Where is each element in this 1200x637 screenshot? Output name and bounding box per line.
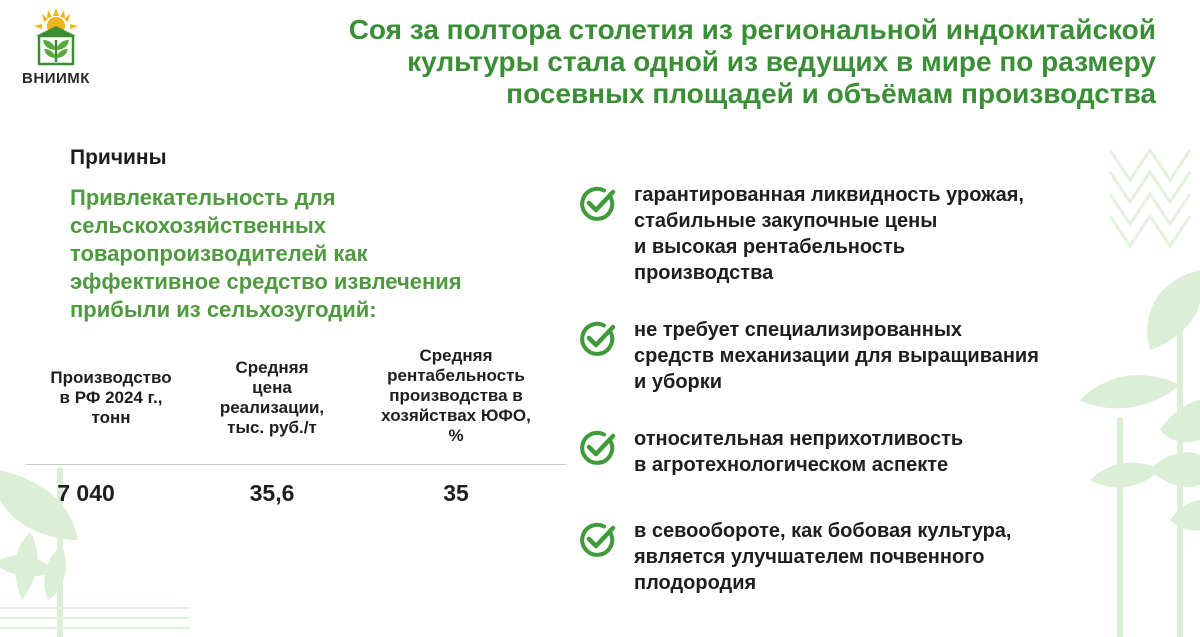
logo-text: ВНИИМК	[22, 70, 90, 87]
benefit-line: и уборки	[634, 371, 723, 393]
benefit-line: и высокая рентабельность	[634, 236, 905, 258]
attractiveness-line: товаропроизводителей как	[70, 241, 368, 266]
benefit-line: относительная неприхотливость	[634, 428, 964, 450]
header-line: Производство	[50, 368, 172, 387]
reasons-heading: Причины	[70, 146, 167, 169]
attractiveness-line: сельскохозяйственных	[70, 213, 327, 238]
benefit-line: плодородия	[634, 572, 757, 594]
benefit-line: средств механизации для выращивания	[634, 345, 1039, 367]
attractiveness-line: прибыли из сельхозугодий:	[70, 297, 377, 322]
benefit-line: производства	[634, 262, 774, 284]
header-line: в РФ 2024 г.,	[59, 388, 163, 407]
benefit-line: в агротехнологическом аспекте	[634, 454, 949, 476]
check-circle-icon	[578, 520, 618, 560]
benefit-text	[634, 182, 1194, 286]
attractiveness-statement	[70, 184, 570, 324]
benefit-line: не требует специализированных	[634, 319, 963, 341]
benefit-text	[634, 426, 1194, 478]
header-line: рентабельность	[387, 366, 525, 385]
check-circle-icon	[578, 428, 618, 468]
stats-value-profitability: 35	[443, 480, 469, 506]
benefit-line: гарантированная ликвидность урожая,	[634, 184, 1024, 206]
header-line: хозяйствах ЮФО,	[381, 406, 531, 425]
headline-line: посевных площадей и объёмам производства	[506, 78, 1156, 109]
check-circle-icon	[578, 184, 618, 224]
header-line: производства в	[389, 386, 523, 405]
header-line: цена	[252, 378, 292, 397]
stats-value-production: 7 040	[57, 480, 115, 506]
header-line: тонн	[91, 408, 131, 427]
benefit-line: в севообороте, как бобовая культура,	[634, 520, 1012, 542]
check-circle-icon	[578, 319, 618, 359]
stats-table	[26, 340, 566, 520]
header-line: Средняя	[235, 358, 309, 377]
table-divider	[26, 464, 566, 465]
organization-logo	[10, 6, 102, 92]
stats-header-production	[26, 368, 196, 428]
header-line: тыс. руб./т	[227, 418, 317, 437]
benefit-line: стабильные закупочные цены	[634, 210, 938, 232]
header-line: Средняя	[419, 346, 493, 365]
header-line: реализации,	[219, 398, 325, 417]
headline-line: Соя за полтора столетия из региональной индокитайской	[348, 14, 1156, 45]
header-line: %	[448, 426, 464, 445]
attractiveness-line: Привлекательность для	[70, 185, 336, 210]
benefit-text	[634, 317, 1194, 395]
stats-value-price: 35,6	[249, 480, 295, 506]
headline-line: культуры стала одной из ведущих в мире по размеру	[407, 46, 1156, 77]
attractiveness-line: эффективное средство извлечения	[70, 269, 462, 294]
slide-headline	[196, 14, 1156, 110]
benefit-line: является улучшателем почвенного	[634, 546, 985, 568]
benefit-text	[634, 518, 1194, 596]
stats-header-price	[202, 358, 342, 438]
sun-sprout-icon	[26, 6, 86, 68]
stats-header-profitability	[356, 346, 556, 446]
